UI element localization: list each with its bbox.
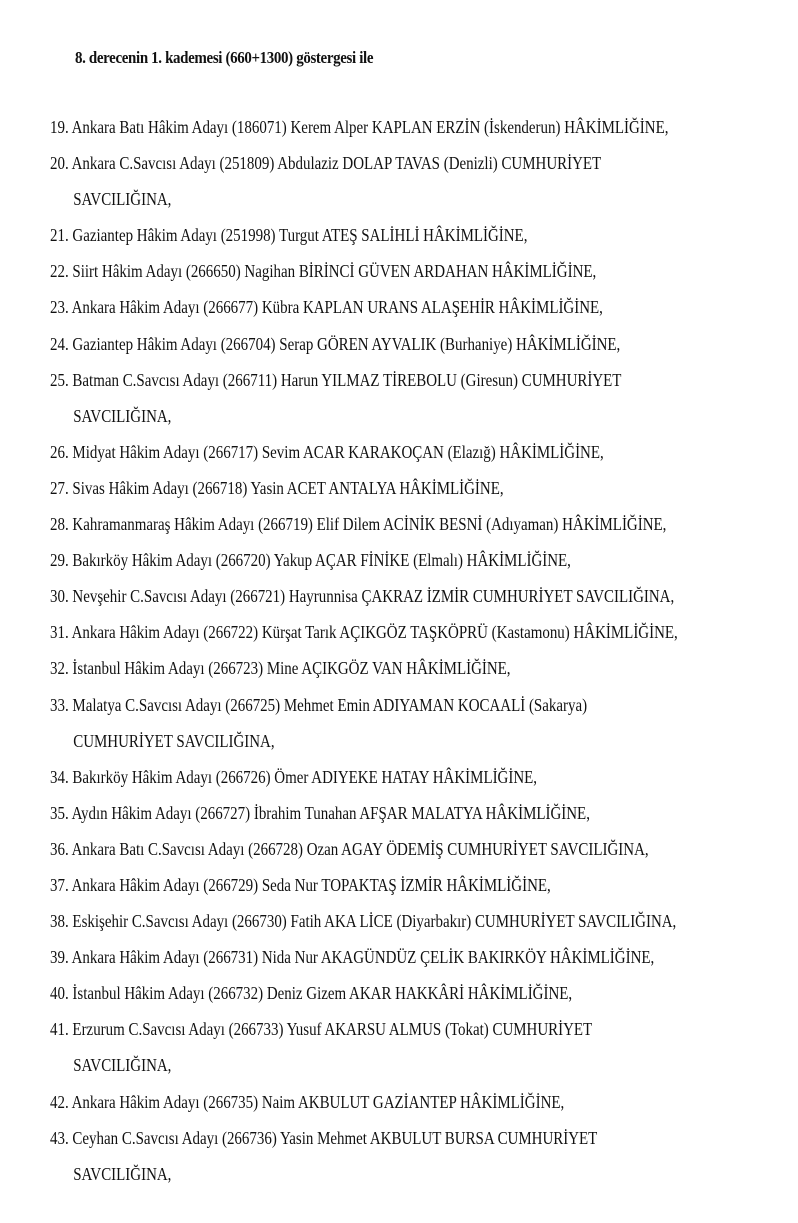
appointment-entry <box>50 795 790 831</box>
appointment-entry <box>50 975 790 1011</box>
appointment-entry <box>50 253 790 289</box>
entry-text: 27. Sivas Hâkim Adayı (266718) Yasin ACET ANTALYA HÂKİMLİĞİNE, <box>50 477 504 498</box>
appointment-entry <box>50 1011 790 1083</box>
entry-text: 35. Aydın Hâkim Adayı (266727) İbrahim Tunahan AFŞAR MALATYA HÂKİMLİĞİNE, <box>50 802 590 823</box>
appointment-entry <box>50 650 790 686</box>
entry-text: 31. Ankara Hâkim Adayı (266722) Kürşat Tarık AÇIKGÖZ TAŞKÖPRÜ (Kastamonu) HÂKİMLİĞİNE, <box>50 622 678 643</box>
entry-text: 41. Erzurum C.Savcısı Adayı (266733) Yusuf AKARSU ALMUS (Tokat) CUMHURİYET <box>50 1019 593 1040</box>
entry-text: 30. Nevşehir C.Savcısı Adayı (266721) Hayrunnisa ÇAKRAZ İZMİR CUMHURİYET SAVCILIĞINA, <box>50 586 675 607</box>
entry-text: 37. Ankara Hâkim Adayı (266729) Seda Nur TOPAKTAŞ İZMİR HÂKİMLİĞİNE, <box>50 874 551 895</box>
entry-text: 38. Eskişehir C.Savcısı Adayı (266730) Fatih AKA LİCE (Diyarbakır) CUMHURİYET SAVCILIĞINA, <box>50 911 677 932</box>
appointment-entry <box>50 326 790 362</box>
entry-text: 19. Ankara Batı Hâkim Adayı (186071) Kerem Alper KAPLAN ERZİN (İskenderun) HÂKİMLİĞİNE, <box>50 117 669 137</box>
entry-text: 33. Malatya C.Savcısı Adayı (266725) Mehmet Emin ADIYAMAN KOCAALİ (Sakarya) <box>50 694 588 715</box>
appointment-list <box>50 109 790 1192</box>
appointment-entry <box>50 759 790 795</box>
appointment-entry <box>50 903 790 939</box>
entry-text: 43. Ceyhan C.Savcısı Adayı (266736) Yasin Mehmet AKBULUT BURSA CUMHURİYET <box>50 1127 598 1148</box>
appointment-entry <box>50 939 790 975</box>
entry-text: 42. Ankara Hâkim Adayı (266735) Naim AKBULUT GAZİANTEP HÂKİMLİĞİNE, <box>50 1091 565 1112</box>
appointment-entry <box>50 470 790 506</box>
appointment-entry <box>50 578 790 614</box>
entry-continuation: SAVCILIĞINA, <box>73 189 172 210</box>
entry-continuation: SAVCILIĞINA, <box>73 1055 172 1076</box>
entry-text: 32. İstanbul Hâkim Adayı (266723) Mine AÇIKGÖZ VAN HÂKİMLİĞİNE, <box>50 658 511 679</box>
entry-text: 39. Ankara Hâkim Adayı (266731) Nida Nur AKAGÜNDÜZ ÇELİK BAKIRKÖY HÂKİMLİĞİNE, <box>50 947 655 968</box>
entry-text: 21. Gaziantep Hâkim Adayı (251998) Turgut ATEŞ SALİHLİ HÂKİMLİĞİNE, <box>50 225 528 246</box>
appointment-entry <box>50 1120 790 1192</box>
appointment-entry <box>50 614 790 650</box>
entry-text: 34. Bakırköy Hâkim Adayı (266726) Ömer ADIYEKE HATAY HÂKİMLİĞİNE, <box>50 766 538 787</box>
appointment-entry <box>50 217 790 253</box>
entry-text: 40. İstanbul Hâkim Adayı (266732) Deniz Gizem AKAR HAKKÂRİ HÂKİMLİĞİNE, <box>50 983 573 1004</box>
entry-text: 24. Gaziantep Hâkim Adayı (266704) Serap GÖREN AYVALIK (Burhaniye) HÂKİMLİĞİNE, <box>50 333 621 354</box>
appointment-entry <box>50 867 790 903</box>
appointment-entry <box>50 145 790 217</box>
entry-continuation: SAVCILIĞINA, <box>73 1163 172 1184</box>
entry-text: 23. Ankara Hâkim Adayı (266677) Kübra KAPLAN URANS ALAŞEHİR HÂKİMLİĞİNE, <box>50 297 603 318</box>
entry-continuation: SAVCILIĞINA, <box>73 405 172 426</box>
appointment-entry <box>50 434 790 470</box>
appointment-entry <box>50 362 790 434</box>
appointment-entry <box>50 687 790 759</box>
appointment-entry <box>50 542 790 578</box>
entry-text: 22. Siirt Hâkim Adayı (266650) Nagihan BİRİNCİ GÜVEN ARDAHAN HÂKİMLİĞİNE, <box>50 261 597 282</box>
appointment-entry <box>50 1084 790 1120</box>
entry-text: 20. Ankara C.Savcısı Adayı (251809) Abdulaziz DOLAP TAVAS (Denizli) CUMHURİYET <box>50 153 602 174</box>
appointment-entry <box>50 109 790 145</box>
appointment-entry <box>50 289 790 325</box>
entry-text: 26. Midyat Hâkim Adayı (266717) Sevim ACAR KARAKOÇAN (Elazığ) HÂKİMLİĞİNE, <box>50 441 604 462</box>
entry-text: 29. Bakırköy Hâkim Adayı (266720) Yakup AÇAR FİNİKE (Elmalı) HÂKİMLİĞİNE, <box>50 550 571 571</box>
appointment-entry <box>50 506 790 542</box>
entry-text: 36. Ankara Batı C.Savcısı Adayı (266728) Ozan AGAY ÖDEMİŞ CUMHURİYET SAVCILIĞINA, <box>50 838 649 859</box>
entry-text: 28. Kahramanmaraş Hâkim Adayı (266719) Elif Dilem ACİNİK BESNİ (Adıyaman) HÂKİMLİĞİNE, <box>50 514 667 535</box>
appointment-entry <box>50 831 790 867</box>
entry-continuation: CUMHURİYET SAVCILIĞINA, <box>73 730 275 751</box>
entry-text: 25. Batman C.Savcısı Adayı (266711) Harun YILMAZ TİREBOLU (Giresun) CUMHURİYET <box>50 369 622 390</box>
section-heading: 8. derecenin 1. kademesi (660+1300) göstergesi ile <box>75 48 374 67</box>
